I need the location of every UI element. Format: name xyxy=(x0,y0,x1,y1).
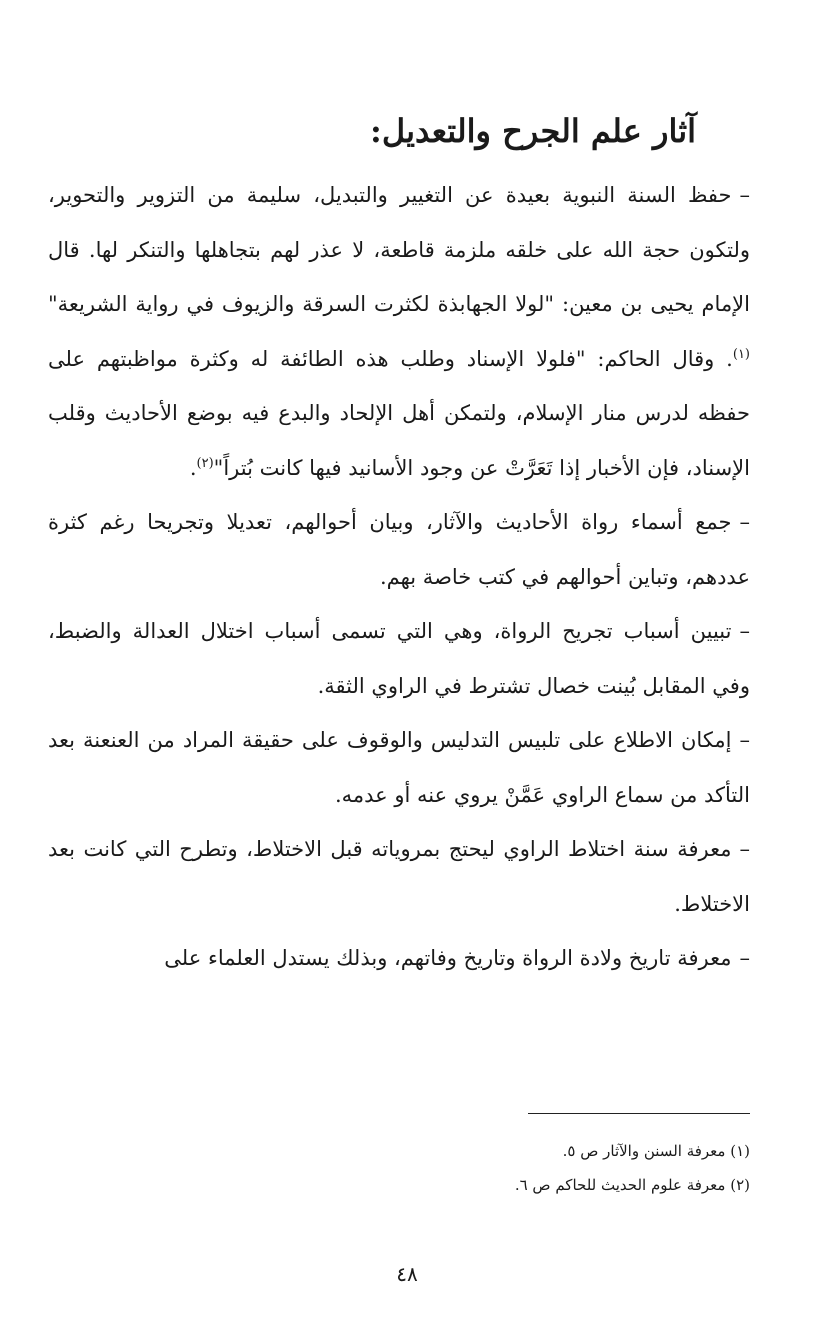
paragraph-text: حفظ السنة النبوية بعيدة عن التغيير والتبديل، سليمة من التزوير والتحوير، ولتكون حجة الله على خلقه ملزمة قاطعة، لا عذر لهم بتجاهلها والتنكر لها. قال الإمام يحيى بن معين: "لولا الجهابذة لكثرت السرقة والزيوف في رواية الشريعة" xyxy=(48,183,750,316)
paragraph-text: معرفة سنة اختلاط الراوي ليحتج بمروياته قبل الاختلاط، وتطرح التي كانت بعد الاختلاط. xyxy=(48,837,750,916)
paragraph-text: معرفة تاريخ ولادة الرواة وتاريخ وفاتهم، وبذلك يستدل العلماء على xyxy=(164,946,732,970)
paragraph-causes xyxy=(48,604,750,713)
paragraph-text-continued: . وقال الحاكم: "فلولا الإسناد وطلب هذه الطائفة له وكثرة مواظبتهم على حفظه لدرس منار الإسلام، ولتمكن أهل الإلحاد والبدع فيه بوضع الأحاديث وقلب الإسناد، فإن الأخبار إذا تَعَرَّتْ عن وجود الأسانيد فيها كانت بُتراً" xyxy=(48,346,750,480)
footnotes xyxy=(350,1134,750,1202)
paragraph-text-end: . xyxy=(189,455,197,480)
bullet-dash: – xyxy=(739,619,750,643)
paragraph-tadlis xyxy=(48,713,750,822)
page-number: ٤٨ xyxy=(396,1262,418,1286)
paragraph-text: جمع أسماء رواة الأحاديث والآثار، وبيان أحوالهم، تعديلا وتجريحا رغم كثرة عددهم، وتباين أحوالهم في كتب خاصة بهم. xyxy=(48,510,750,589)
bullet-dash: – xyxy=(739,183,750,207)
bullet-dash: – xyxy=(739,728,750,752)
paragraph-preservation xyxy=(48,168,750,495)
paragraph-text: تبيين أسباب تجريح الرواة، وهي التي تسمى أسباب اختلال العدالة والضبط، وفي المقابل بُينت خصال تشترط في الراوي الثقة. xyxy=(48,619,750,698)
section-heading: آثار علم الجرح والتعديل: xyxy=(370,112,696,150)
body-text xyxy=(48,168,750,986)
footnote-ref-1: (١) xyxy=(732,346,750,362)
footnote-divider xyxy=(528,1113,750,1114)
footnote-1: (١) معرفة السنن والآثار ص ٥. xyxy=(562,1142,750,1160)
paragraph-narrators xyxy=(48,495,750,604)
bullet-dash: – xyxy=(739,510,750,534)
bullet-dash: – xyxy=(739,946,750,970)
footnote-ref-2: (٢) xyxy=(196,455,214,471)
bullet-dash: – xyxy=(739,837,750,861)
paragraph-text: إمكان الاطلاع على تلبيس التدليس والوقوف على حقيقة المراد من العنعنة بعد التأكد من سماع الراوي عَمَّنْ يروي عنه أو عدمه. xyxy=(48,728,750,807)
paragraph-ikhtilat xyxy=(48,822,750,931)
paragraph-dates xyxy=(48,931,750,986)
footnote-2: (٢) معرفة علوم الحديث للحاكم ص ٦. xyxy=(514,1176,750,1194)
